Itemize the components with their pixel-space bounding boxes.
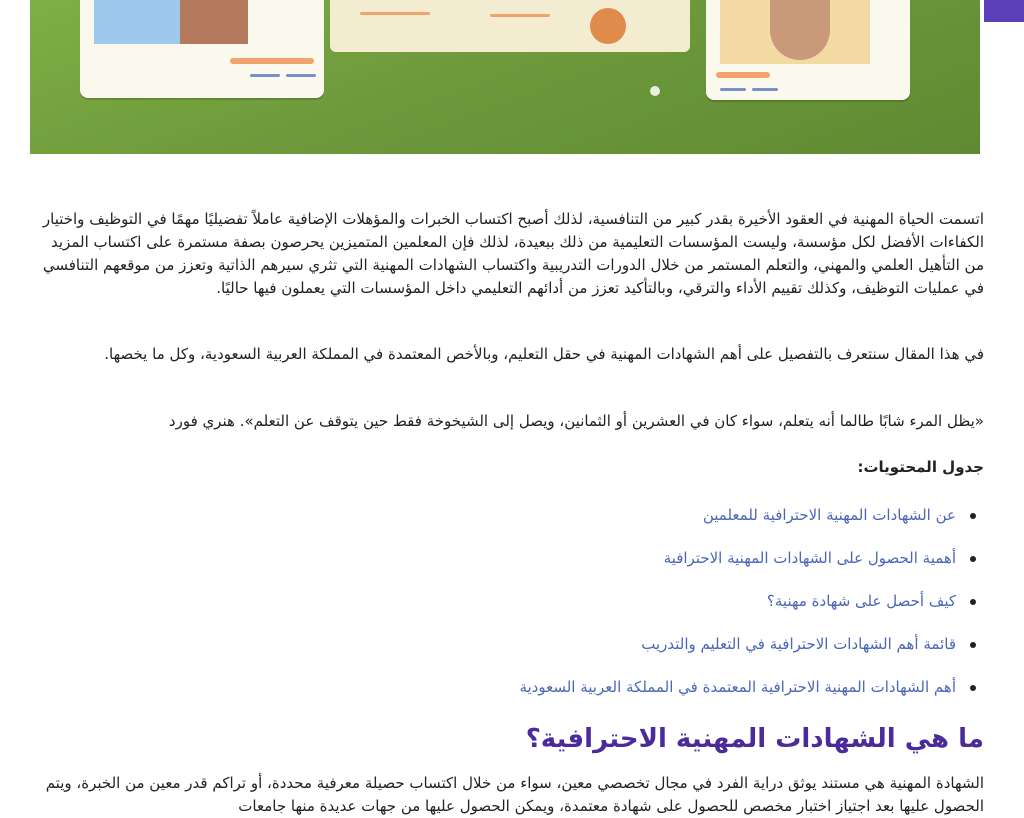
- bullet-icon: [970, 599, 976, 605]
- table-of-contents: [40, 504, 984, 698]
- toc-link-top-list[interactable]: قائمة أهم الشهادات الاحترافية في التعليم والتدريب: [641, 635, 956, 653]
- toc-item-4: [40, 633, 984, 655]
- hero-illustration: [30, 0, 980, 154]
- intro-paragraph: اتسمت الحياة المهنية في العقود الأخيرة بقدر كبير من التنافسية، لذلك أصبح اكتساب الخبرات والمؤهلات الإضافية عاملاً تفضيليًا مهمًا في التوظيف واختيار الكفاءات الأفضل لكل مؤسسة، وليست المؤسسات التعليمية من ذلك ببعيدة، لذلك فإن المعلمين المتميزين يحرصون بصفة مستمرة على اكتساب المزيد من التأهيل العلمي والمهني، والتعلم المستمر من خلال الدورات التدريبية واكتساب الشهادات المهنية التي تثري سيرهم الذاتية وتعزز من موقعهم التنافسي في عمليات التوظيف، وكذلك تقييم الأداء والترقي، وبالتأكيد تعزز من أدائهم التعليمي داخل المؤسسات التي يعملون فيها حاليًا.: [42, 210, 984, 297]
- toc-link-about-certificates[interactable]: عن الشهادات المهنية الاحترافية للمعلمين: [702, 506, 956, 524]
- quote-block: [40, 410, 984, 433]
- toc-heading-block: [40, 458, 984, 476]
- article-body: [40, 208, 984, 300]
- toc-item-1: [40, 504, 984, 526]
- section-body-block: [40, 772, 984, 818]
- toc-item-3: [40, 590, 984, 612]
- toc-link-how-to-get[interactable]: كيف أحصل على شهادة مهنية؟: [766, 592, 956, 610]
- overview-paragraph: في هذا المقال سنتعرف بالتفصيل على أهم الشهادات المهنية في حقل التعليم، وبالأخص المعتمدة في المملكة العربية السعودية، وكل ما يخصها.: [104, 345, 984, 363]
- bullet-icon: [970, 556, 976, 562]
- section-heading-block: [40, 722, 984, 756]
- toc-title: جدول المحتويات:: [857, 458, 984, 476]
- toc-link-importance[interactable]: أهمية الحصول على الشهادات المهنية الاحترافية: [663, 549, 956, 567]
- section-title: ما هي الشهادات المهنية الاحترافية؟: [525, 724, 984, 754]
- bullet-icon: [970, 513, 976, 519]
- award-badge-icon: [590, 8, 626, 44]
- section-paragraph: الشهادة المهنية هي مستند يوثق دراية الفرد في مجال تخصصي معين، سواء من خلال اكتساب حصيلة معرفية محددة، أو تراكم قدر معين من الخبرة، ويتم الحصول عليها بعد اجتياز اختبار مخصص للحصول على شهادة معتمدة، ويمكن الحصول عليها من جهات عديدة منها جامعات: [45, 774, 984, 815]
- overview-block: [40, 343, 984, 366]
- toc-item-2: [40, 547, 984, 569]
- toc-link-saudi-accredited[interactable]: أهم الشهادات المهنية الاحترافية المعتمدة في المملكة العربية السعودية: [519, 678, 956, 696]
- bullet-icon: [970, 685, 976, 691]
- header-accent-bar: [984, 0, 1024, 22]
- bullet-icon: [970, 642, 976, 648]
- hero-certificate: [330, 0, 690, 52]
- toc-list: [40, 504, 984, 698]
- quote-text: «يظل المرء شابًا طالما أنه يتعلم، سواء كان في العشرين أو الثمانين، ويصل إلى الشيخوخة فقط حين يتوقف عن التعلم». هنري فورد: [168, 412, 984, 430]
- toc-item-5: [40, 676, 984, 698]
